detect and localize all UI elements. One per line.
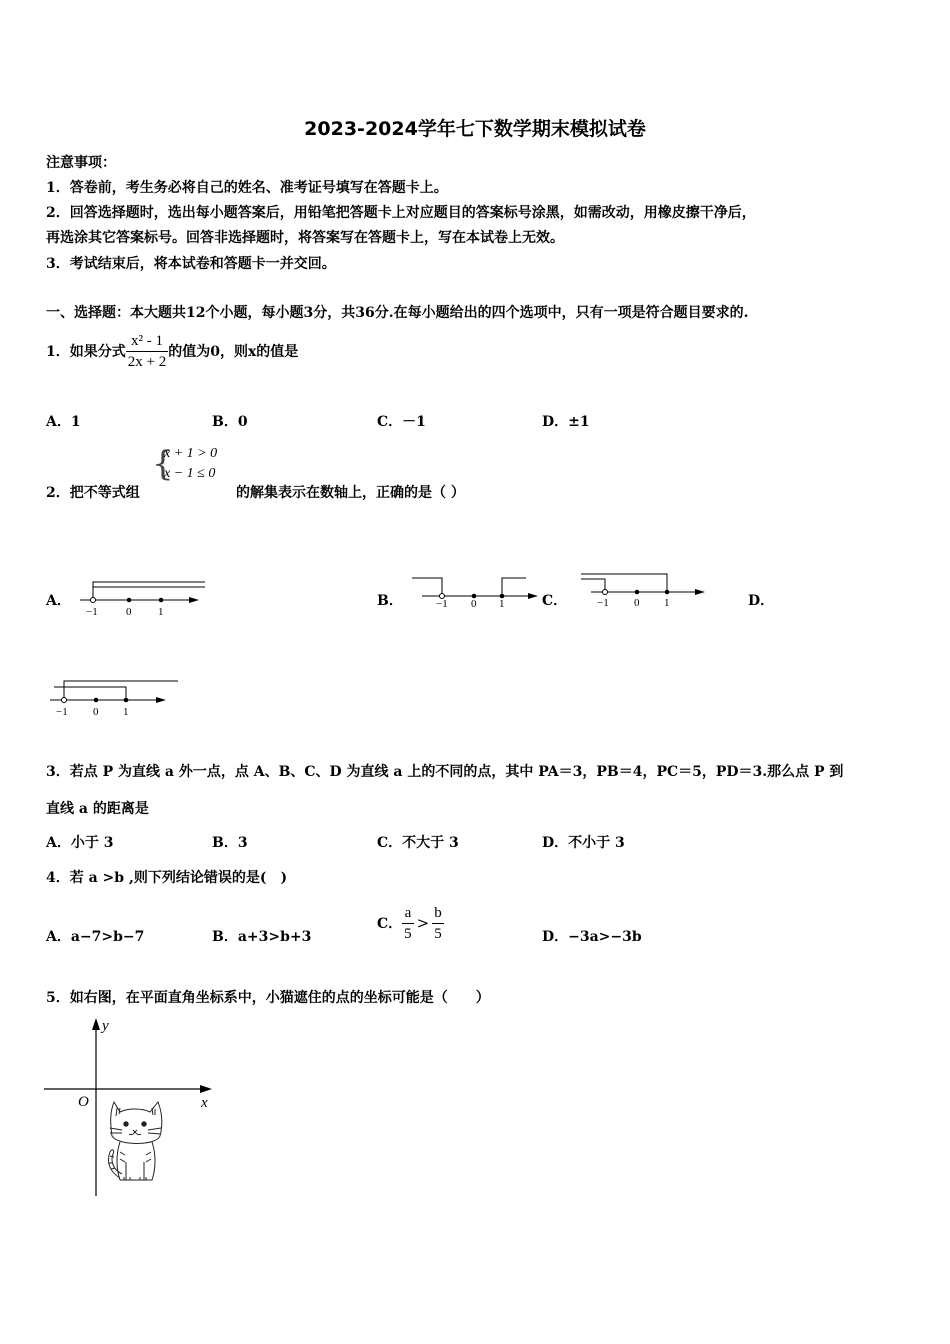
q1-option-d: D．±1	[542, 414, 590, 430]
q3-option-c: C．不大于 3	[377, 835, 459, 851]
point-zero	[127, 598, 132, 603]
tick-label-0: 0	[471, 598, 477, 610]
q4-c-num-b: b	[432, 903, 444, 924]
q4-option-c-label: C．	[377, 916, 403, 932]
q4-stem: 4．若 a >b ,则下列结论错误的是( )	[46, 870, 288, 886]
q2-number-line-a	[75, 574, 215, 622]
tick-label-0: 0	[634, 597, 640, 609]
q2-number-line-c	[577, 570, 717, 618]
open-point	[62, 698, 67, 703]
q4-c-operator: >	[416, 914, 430, 932]
notes-item-2-cont: 再选涂其它答案标号。回答非选择题时，将答案写在答题卡上，写在本试卷上无效。	[46, 230, 564, 246]
q2-system-line-2: x − 1 ≤ 0	[164, 466, 216, 481]
right-ray	[502, 578, 526, 596]
origin-label: O	[78, 1094, 89, 1110]
q4-option-a: A．a−7>b−7	[46, 929, 145, 945]
notes-item-2: 2．回答选择题时，选出每小题答案后，用铅笔把答题卡上对应题目的答案标号涂黑，如需改动，用橡皮擦干净后，	[46, 205, 756, 221]
q4-option-d: D．−3a>−3b	[542, 929, 642, 945]
y-axis-label: y	[102, 1018, 109, 1034]
point-zero	[94, 698, 99, 703]
tick-label-1: 1	[664, 597, 670, 609]
q1-fraction-denominator: 2x + 2	[127, 353, 167, 370]
q4-option-c	[377, 900, 444, 946]
tick-label-0: 0	[126, 606, 132, 618]
q4-c-fraction-a	[402, 903, 414, 944]
open-point	[603, 590, 608, 595]
q1-prefix: 1．如果分式	[46, 344, 126, 360]
q3-stem-line-1: 3．若点 P 为直线 a 外一点，点 A、B、C、D 为直线 a 上的不同的点，其中 PA＝3，PB＝4，PC＝5，PD＝3.那么点 P 到	[46, 764, 844, 780]
x-axis-label: x	[201, 1095, 208, 1111]
tick-label-neg1: −1	[56, 706, 68, 718]
q3-option-b: B．3	[212, 835, 248, 851]
tick-label-neg1: −1	[597, 597, 609, 609]
tick-label-1: 1	[158, 606, 164, 618]
q3-stem-line-2: 直线 a 的距离是	[46, 801, 149, 817]
q2-number-line-d	[46, 676, 186, 724]
solution-bracket-2	[581, 579, 605, 592]
tick-label-neg1: −1	[86, 606, 98, 618]
y-axis-arrow-icon	[92, 1018, 100, 1030]
q4-option-b: B．a+3>b+3	[212, 929, 312, 945]
page-title: 2023-2024学年七下数学期末模拟试卷	[304, 118, 646, 140]
notes-item-1: 1．答卷前，考生务必将自己的姓名、准考证号填写在答题卡上。	[46, 180, 448, 196]
q1-option-c: C．－1	[377, 414, 426, 430]
q1-fraction	[126, 331, 168, 372]
left-ray	[412, 578, 442, 596]
q2-suffix: 的解集表示在数轴上，正确的是（ ）	[236, 485, 465, 501]
q2-number-line-b	[408, 570, 548, 618]
q1-suffix: 的值为0，则x的值是	[168, 344, 299, 360]
q2-brace-icon: {	[152, 444, 174, 484]
section-header: 一、选择题：本大题共12个小题，每小题3分，共36分.在每小题给出的四个选项中，只有一项是符合题目要求的.	[46, 305, 749, 321]
tick-label-neg1: −1	[436, 598, 448, 610]
q2-option-c-label: C．	[542, 593, 568, 609]
q2-inequality-system	[152, 445, 236, 487]
q4-c-fraction-b	[432, 903, 444, 944]
q3-option-a: A．小于 3	[46, 835, 114, 851]
cat-icon	[108, 1102, 161, 1180]
q3-option-d: D．不小于 3	[542, 835, 625, 851]
tick-label-0: 0	[93, 706, 99, 718]
q1-option-a: A．1	[46, 414, 81, 430]
q4-c-den-b: 5	[434, 925, 442, 942]
q2-system-line-1: x + 1 > 0	[164, 446, 218, 461]
x-axis-arrow-icon	[200, 1085, 212, 1093]
q2-prefix: 2．把不等式组	[46, 485, 140, 501]
solution-bracket-1	[93, 582, 205, 600]
axis-arrow-icon	[189, 597, 199, 603]
q5-stem: 5．如右图，在平面直角坐标系中，小猫遮住的点的坐标可能是（ ）	[46, 990, 490, 1006]
tick-label-1: 1	[499, 598, 505, 610]
open-point	[91, 598, 96, 603]
q4-c-num-a: a	[402, 903, 414, 924]
point-one	[124, 698, 129, 703]
point-zero	[635, 590, 640, 595]
q1-option-b: B．0	[212, 414, 248, 430]
q4-c-den-a: 5	[404, 925, 412, 942]
point-one	[159, 598, 164, 603]
q2-option-d-label: D．	[748, 593, 775, 609]
axis-arrow-icon	[695, 589, 705, 595]
q2-option-b-label: B．	[377, 593, 403, 609]
tick-label-1: 1	[123, 706, 129, 718]
axis-arrow-icon	[156, 697, 166, 703]
question-1	[46, 328, 298, 374]
notes-item-3: 3．考试结束后，将本试卷和答题卡一并交回。	[46, 256, 336, 272]
axis-arrow-icon	[528, 593, 538, 599]
q1-fraction-numerator: x² - 1	[126, 331, 168, 352]
solution-bracket-1	[581, 574, 667, 592]
q2-option-a-label: A．	[46, 593, 71, 609]
notes-heading: 注意事项：	[46, 155, 116, 171]
solution-bracket-1	[64, 681, 178, 700]
q5-coordinate-figure	[40, 1012, 225, 1202]
point-one	[665, 590, 670, 595]
